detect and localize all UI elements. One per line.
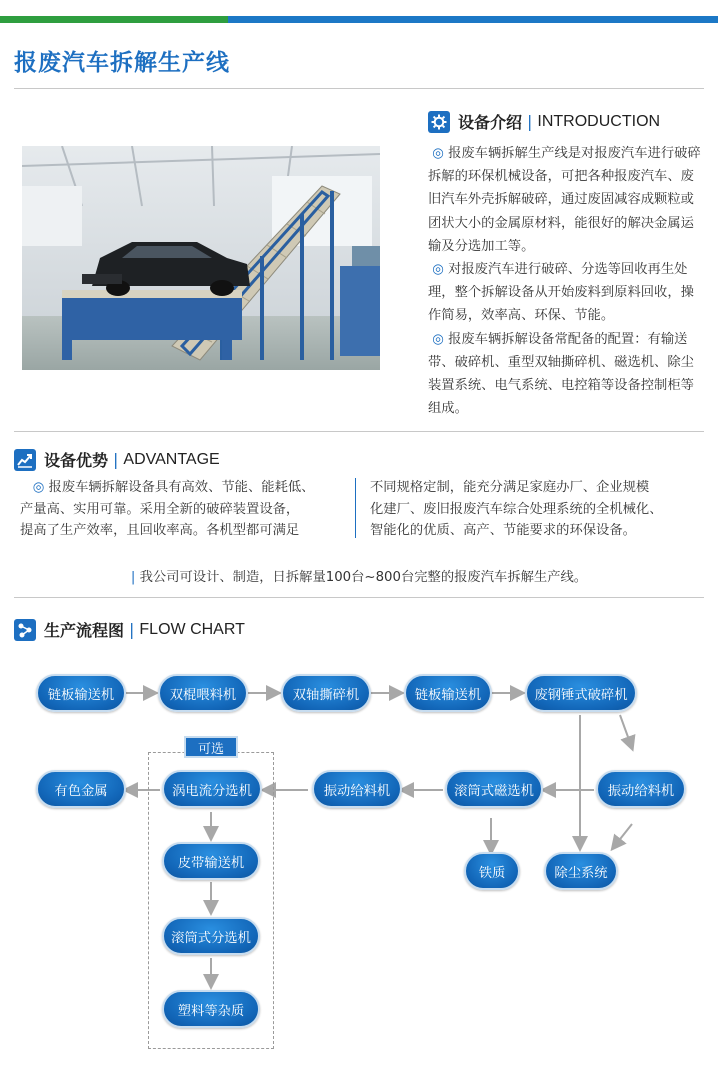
page-title: 报废汽车拆解生产线 (14, 50, 230, 76)
node-double-roller-feeder: 双棍喂料机 (158, 674, 248, 712)
bullet-icon: ◎ (32, 480, 45, 495)
node-plastic-impurities: 塑料等杂质 (162, 990, 260, 1028)
node-iron: 铁质 (464, 852, 520, 890)
column-divider (355, 478, 356, 538)
introduction-heading-cn: 设备介绍 (458, 113, 523, 132)
advantage-heading (14, 448, 220, 471)
flow-chart-heading-cn: 生产流程图 (44, 621, 125, 640)
node-vibrating-feeder-mid: 振动给料机 (312, 770, 402, 808)
node-nonferrous-metal: 有色金属 (36, 770, 126, 808)
advantage-text-right: 不同规格定制，能充分满足家庭办厂、企业规模 化建厂、废旧报废汽车综合处理系统的全机械化、 智能化的优质、高产、节能要求的环保设备。 (370, 480, 663, 538)
node-dust-removal: 除尘系统 (544, 852, 618, 890)
section-divider (14, 431, 704, 432)
heading-separator: | (113, 450, 119, 469)
node-hammer-crusher: 废钢锤式破碎机 (525, 674, 637, 712)
node-drum-separator: 滚筒式分选机 (162, 917, 260, 955)
bullet-icon: ◎ (432, 146, 444, 161)
introduction-paragraph: ◎ 报废车辆拆解设备常配备的配置：有输送带、破碎机、重型双轴撕碎机、磁选机、除尘装置系统、电气系统、电控箱等设备控制柜等组成。 (428, 331, 694, 417)
flow-chart-heading (14, 618, 245, 641)
node-vibrating-feeder-right: 振动给料机 (596, 770, 686, 808)
top-accent-bar-green (0, 16, 228, 23)
section-divider (14, 597, 704, 598)
trend-chart-icon (14, 449, 36, 471)
optional-tag: 可选 (184, 736, 238, 758)
node-drum-magnetic-separator: 滚筒式磁选机 (445, 770, 543, 808)
heading-separator: | (527, 112, 533, 131)
bullet-icon: ◎ (432, 331, 444, 347)
advantage-text-left: ◎ 报废车辆拆解设备具有高效、节能、能耗低、 产量高、实用可靠。采用全新的破碎装置设备， 提高了生产效率，且回收率高。各机型都可满足 (20, 480, 315, 538)
node-chain-conveyor-2: 链板输送机 (404, 674, 492, 712)
introduction-paragraph: ◎ 对报废汽车进行破碎、分选等回收再生处理，整个拆解设备从开始废料到原料回收，操作简易，效率高、环保、节能。 (428, 262, 694, 324)
product-photo (22, 146, 380, 370)
node-belt-conveyor: 皮带输送机 (162, 842, 260, 880)
node-eddy-current-separator: 涡电流分选机 (162, 770, 262, 808)
introduction-paragraph: ◎ 报废车辆拆解生产线是对报废汽车进行破碎拆解的环保机械设备，可把各种报废汽车、废旧汽车外壳拆解破碎，通过废固减容成颗粒或团状大小的金属原材料，能很好的解决金属运输及分选加工等。 (428, 146, 701, 254)
introduction-heading (428, 110, 660, 133)
flow-nodes-icon (14, 619, 36, 641)
node-chain-conveyor-1: 链板输送机 (36, 674, 126, 712)
node-twin-shaft-shredder: 双轴撕碎机 (281, 674, 371, 712)
title-divider (14, 88, 704, 89)
heading-separator: | (129, 620, 135, 639)
gear-icon (428, 111, 450, 133)
introduction-heading-en: INTRODUCTION (537, 112, 661, 130)
advantage-heading-cn: 设备优势 (44, 451, 109, 470)
introduction-text (428, 142, 704, 420)
top-accent-bar-blue (228, 16, 718, 23)
capacity-note: | 我公司可设计、制造，日拆解量100台~800台完整的报废汽车拆解生产线。 (130, 570, 588, 585)
advantage-heading-en: ADVANTAGE (123, 450, 220, 468)
flow-chart-heading-en: FLOW CHART (139, 620, 245, 638)
bullet-icon: ◎ (432, 262, 444, 278)
